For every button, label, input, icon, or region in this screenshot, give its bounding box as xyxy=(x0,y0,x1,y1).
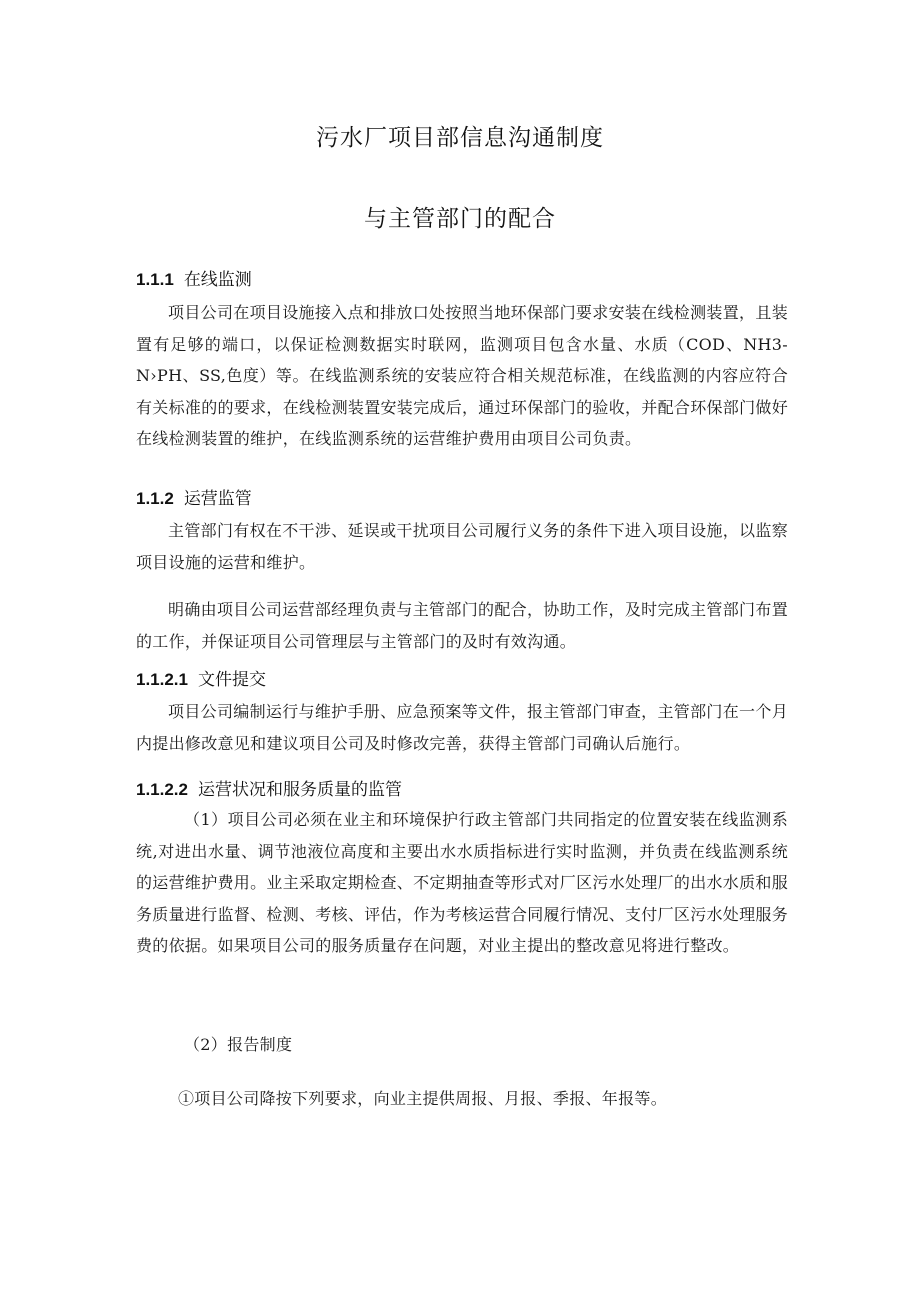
section-number: 1.1.1 xyxy=(136,270,174,289)
section-heading-1-1-2-1 xyxy=(136,665,266,690)
section-number: 1.1.2.1 xyxy=(136,670,188,689)
section-heading-1-1-2 xyxy=(136,484,252,509)
list-item-report-requirement: ①项目公司降按下列要求，向业主提供周报、月报、季报、年报等。 xyxy=(178,1089,668,1108)
paragraph-operation-supervision-2: 明确由项目公司运营部经理负责与主管部门的配合，协助工作，及时完成主管部门布置的工作，并保证项目公司管理层与主管部门的及时有效沟通。 xyxy=(136,600,788,651)
paragraph-document-submission: 项目公司编制运行与维护手册、应急预案等文件，报主管部门审查，主管部门在一个月内提出修改意见和建议项目公司及时修改完善，获得主管部门司确认后施行。 xyxy=(136,702,788,753)
document-subtitle: 与主管部门的配合 xyxy=(364,206,556,232)
section-title: 运营监管 xyxy=(183,489,252,509)
paragraph-online-monitoring: 项目公司在项目设施接入点和排放口处按照当地环保部门要求安装在线检测装置，且装置有足够的端口，以保证检测数据实时联网，监测项目包含水量、水质（COD、NH3-N›PH、SS,色度）等。在线监测系统的安装应符合相关规范标准，在线监测的内容应符合有关标准的的要求，在线检测装置安装完成后，通过环保部门的验收，并配合环保部门做好在线检测装置的维护，在线监测系统的运营维护费用由项目公司负责。 xyxy=(136,303,789,448)
section-number: 1.1.2.2 xyxy=(136,780,188,799)
section-heading-1-1-1 xyxy=(136,265,252,290)
section-title: 运营状况和服务质量的监管 xyxy=(198,780,402,800)
list-item-report-system: （2）报告制度 xyxy=(184,1035,293,1054)
section-title: 在线监测 xyxy=(183,270,252,290)
paragraph-quality-supervision-item-1: （1）项目公司必须在业主和环境保护行政主管部门共同指定的位置安装在线监测系统,对进出水量、调节池液位高度和主要出水水质指标进行实时监测，并负责在线监测系统的运营维护费用。业主采取定期检查、不定期抽查等形式对厂区污水处理厂的出水水质和服务质量进行监督、检测、考核、评估，作为考核运营合同履行情况、支付厂区污水处理服务费的依据。如果项目公司的服务质量存在问题，对业主提出的整改意见将进行整改。 xyxy=(136,810,789,955)
section-title: 文件提交 xyxy=(198,670,266,690)
section-heading-1-1-2-2 xyxy=(136,775,402,800)
section-number: 1.1.2 xyxy=(136,489,174,508)
paragraph-operation-supervision-1: 主管部门有权在不干涉、延误或干扰项目公司履行义务的条件下进入项目设施，以监察项目设施的运营和维护。 xyxy=(136,521,788,572)
document-title: 污水厂项目部信息沟通制度 xyxy=(316,125,604,151)
